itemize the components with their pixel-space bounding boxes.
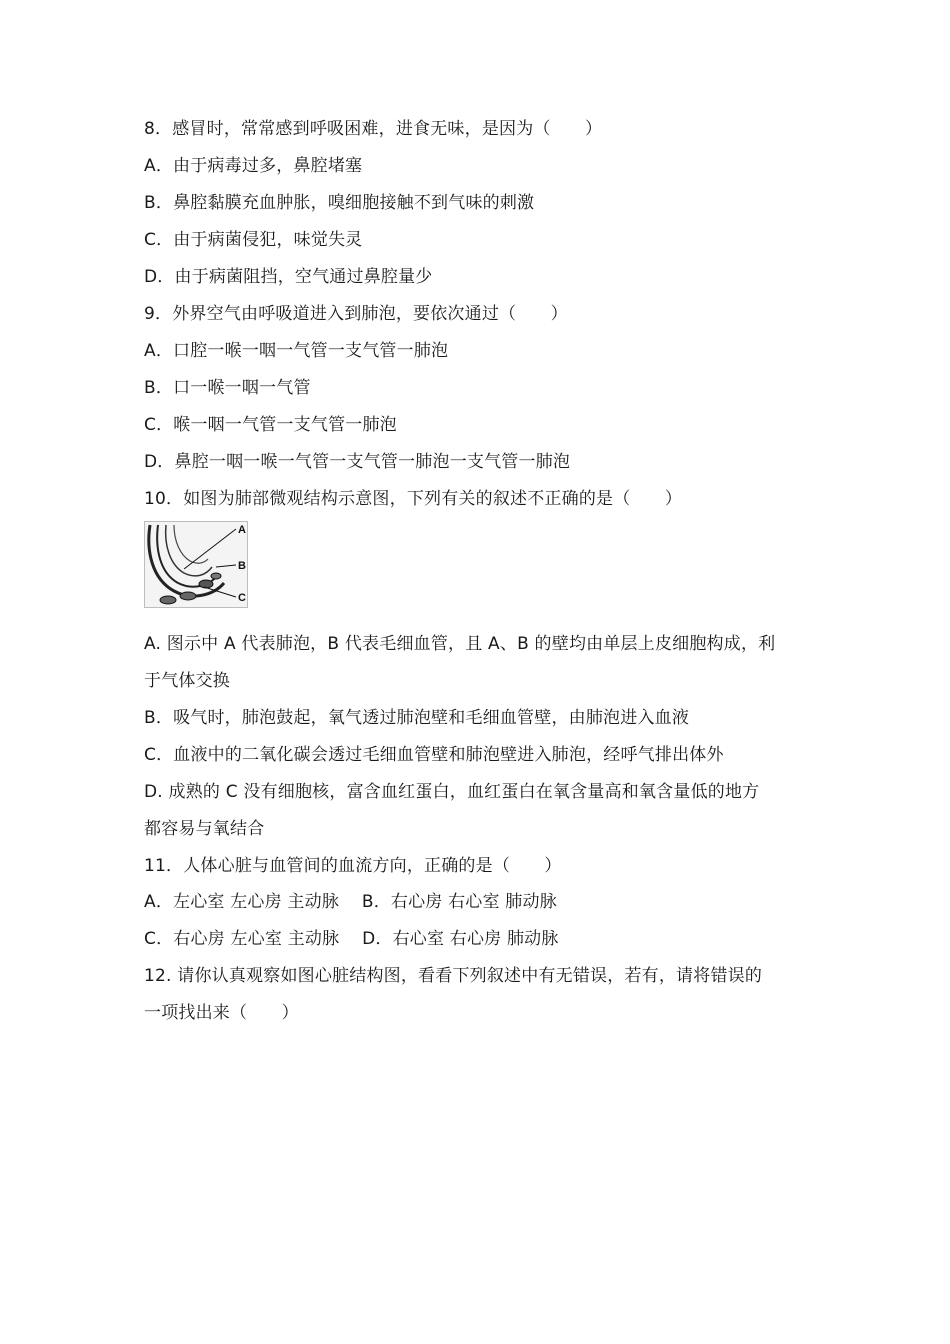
q12-stem-line1: 12. 请你认真观察如图心脏结构图，看看下列叙述中有无错误，若有，请将错误的	[144, 966, 763, 986]
lung-alveolus-diagram	[144, 521, 248, 608]
q11-options-cd: C．右心房 左心室 主动脉 D．右心室 右心房 肺动脉	[144, 929, 559, 949]
figure-label-a: A	[238, 524, 246, 536]
q8-stem: 8．感冒时，常常感到呼吸困难，进食无味，是因为（ ）	[144, 119, 603, 139]
figure-label-c: C	[238, 592, 246, 604]
q10-option-c: C．血液中的二氧化碳会透过毛细血管壁和肺泡壁进入肺泡，经呼气排出体外	[144, 745, 724, 765]
q8-option-c: C．由于病菌侵犯，味觉失灵	[144, 230, 363, 250]
q10-option-d-line1: D. 成熟的 C 没有细胞核，富含血红蛋白，血红蛋白在氧含量高和氧含量低的地方	[144, 782, 760, 802]
q9-option-b: B．口一喉一咽一气管	[144, 378, 311, 398]
q10-option-d-line2: 都容易与氧结合	[144, 819, 265, 839]
q10-option-b: B．吸气时，肺泡鼓起，氧气透过肺泡壁和毛细血管壁，由肺泡进入血液	[144, 708, 690, 728]
q12-stem-line2: 一项找出来（ ）	[144, 1003, 299, 1023]
figure-label-b: B	[238, 560, 246, 572]
q8-option-b: B．鼻腔黏膜充血肿胀，嗅细胞接触不到气味的刺激	[144, 193, 535, 213]
q10-option-a-line2: 于气体交换	[144, 671, 230, 691]
q9-stem: 9．外界空气由呼吸道进入到肺泡，要依次通过（ ）	[144, 304, 568, 324]
q9-option-c: C．喉一咽一气管一支气管一肺泡	[144, 415, 397, 435]
q10-stem: 10．如图为肺部微观结构示意图，下列有关的叙述不正确的是（ ）	[144, 489, 683, 509]
q8-option-d: D．由于病菌阻挡，空气通过鼻腔量少	[144, 267, 433, 287]
q11-options-ab: A．左心室 左心房 主动脉 B．右心房 右心室 肺动脉	[144, 892, 557, 912]
q9-option-d: D．鼻腔一咽一喉一气管一支气管一肺泡一支气管一肺泡	[144, 452, 571, 472]
q9-option-a: A．口腔一喉一咽一气管一支气管一肺泡	[144, 341, 449, 361]
q10-option-a-line1: A. 图示中 A 代表肺泡，B 代表毛细血管，且 A、B 的壁均由单层上皮细胞构成，利	[144, 634, 776, 654]
q11-stem: 11．人体心脏与血管间的血流方向，正确的是（ ）	[144, 856, 562, 876]
q8-option-a: A．由于病毒过多，鼻腔堵塞	[144, 156, 363, 176]
